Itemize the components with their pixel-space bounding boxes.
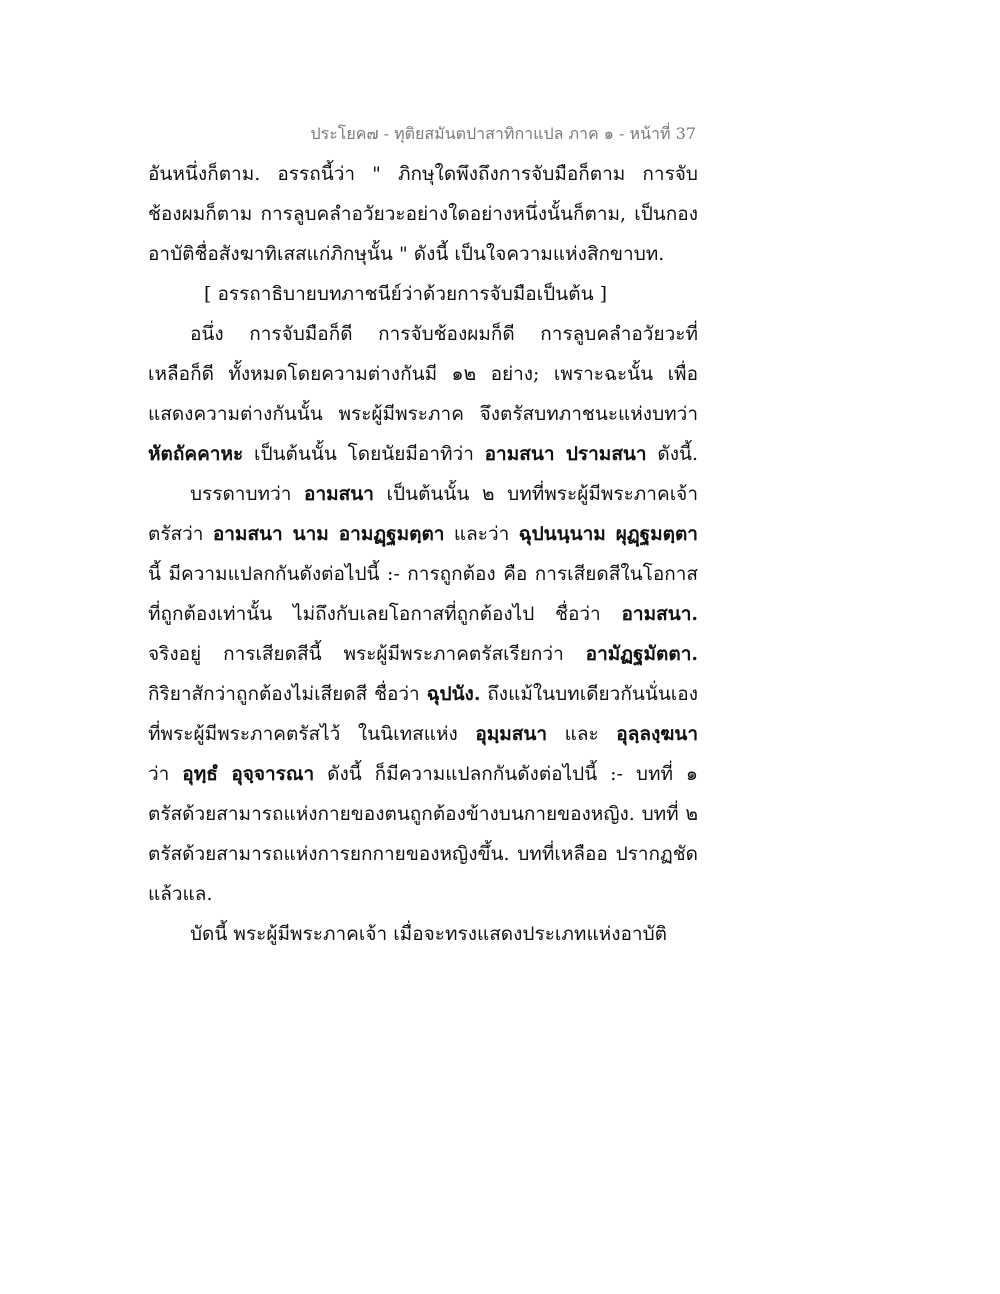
text-segment: นี้ มีความแปลกกันดังต่อไปนี้ :- การถูกต้อง คือ การเสียดสีในโอกาส	[148, 563, 698, 585]
running-header: ประโยค๗ - ทุติยสมันตปาสาทิกาแปล ภาค ๑ - หน้าที่ 37	[310, 124, 696, 143]
text-segment: แสดงความต่างกันนั้น พระผู้มีพระภาค จึงตรัสบทภาชนะแห่งบทว่า	[148, 403, 698, 425]
text-line	[148, 514, 698, 554]
text-line	[148, 194, 698, 234]
text-line	[148, 554, 698, 594]
text-segment: ดังนี้.	[646, 443, 699, 465]
text-segment: บรรดาบทว่า	[190, 483, 305, 505]
bold-term: อุทฺธํ อุจฺจารณา	[182, 763, 315, 785]
text-segment: ที่ถูกต้องเท่านั้น ไม่ถึงกับเลยโอกาสที่ถูกต้องไป ชื่อว่า	[148, 603, 622, 625]
text-line	[148, 394, 698, 434]
text-line	[148, 794, 698, 834]
bold-term: อามสนา ปรามสนา	[484, 443, 647, 465]
text-line	[148, 234, 698, 274]
text-segment: [ อรรถาธิบายบทภาชนีย์ว่าด้วยการจับมือเป็นต้น ]	[204, 283, 608, 305]
text-segment: อาบัติชื่อสังฆาทิเสสแก่ภิกษุนั้น " ดังนี้ เป็นใจความแห่งสิกขาบท.	[148, 243, 665, 265]
text-line	[148, 714, 698, 754]
bold-term: อามัฏฐมัตตา.	[585, 643, 698, 665]
bold-term: อุมฺมสนา	[475, 723, 548, 745]
text-line	[148, 874, 698, 914]
text-segment: บัดนี้ พระผู้มีพระภาคเจ้า เมื่อจะทรงแสดงประเภทแห่งอาบัติ	[190, 923, 667, 945]
text-line	[148, 674, 698, 714]
bold-term: ฉุปนัง.	[426, 683, 481, 705]
text-segment: เป็นต้นนั้น ๒ บทที่พระผู้มีพระภาคเจ้า	[373, 483, 698, 505]
text-segment: ตรัสด้วยสามารถแห่งกายของตนถูกต้องข้างบนกายของหญิง. บทที่ ๒	[148, 803, 698, 825]
bold-term: ฉุปนนฺนาม ผุฏฺฐมตฺตา	[518, 523, 698, 545]
text-segment: จริงอยู่ การเสียดสีนี้ พระผู้มีพระภาคตรัสเรียกว่า	[148, 643, 586, 665]
body-text	[148, 154, 698, 954]
text-line	[148, 434, 698, 474]
text-segment: ดังนี้ ก็มีความแปลกกันดังต่อไปนี้ :- บทที่ ๑	[314, 763, 698, 785]
text-segment: เหลือก็ดี ทั้งหมดโดยความต่างกันมี ๑๒ อย่าง; เพราะฉะนั้น เพื่อ	[148, 363, 698, 385]
text-line	[148, 754, 698, 794]
bold-term: อามสนา.	[621, 603, 698, 625]
text-segment: เป็นต้นนั้น โดยนัยมีอาทิว่า	[243, 443, 485, 465]
text-line	[148, 154, 698, 194]
bold-term: อามสนา	[304, 483, 374, 505]
bold-term: หัตถัคคาหะ	[148, 443, 244, 465]
text-segment: แล้วแล.	[148, 883, 213, 905]
text-line	[148, 314, 698, 354]
text-line	[148, 474, 698, 514]
bold-term: อุลฺลงฺฆนา	[616, 723, 698, 745]
text-segment: ที่พระผู้มีพระภาคตรัสไว้ ในนิเทสแห่ง	[148, 723, 476, 745]
bold-term: อามสนา นาม อามฏฺฐมตฺตา	[212, 523, 445, 545]
text-line	[148, 594, 698, 634]
text-segment: อันหนึ่งก็ตาม. อรรถนี้ว่า " ภิกษุใดพึงถึงการจับมือก็ตาม การจับ	[148, 163, 698, 185]
text-segment: ช้องผมก็ตาม การลูบคลำอวัยวะอย่างใดอย่างหนึ่งนั้นก็ตาม, เป็นกอง	[148, 203, 698, 225]
text-segment: อนึ่ง การจับมือก็ดี การจับช้องผมก็ดี การลูบคลำอวัยวะที่	[190, 323, 698, 345]
text-line	[148, 634, 698, 674]
text-segment: ตรัสด้วยสามารถแห่งการยกกายของหญิงขึ้น. บทที่เหลืออ ปรากฏชัด	[148, 843, 698, 865]
text-segment: กิริยาสักว่าถูกต้องไม่เสียดสี ชื่อว่า	[148, 683, 427, 705]
text-segment: และ	[547, 723, 617, 745]
text-segment: ตรัสว่า	[148, 523, 213, 545]
text-line	[148, 834, 698, 874]
text-segment: และว่า	[444, 523, 519, 545]
section-heading	[148, 274, 698, 314]
text-segment: ว่า	[148, 763, 183, 785]
text-segment: ถึงแม้ในบทเดียวกันนั่นเอง	[480, 683, 698, 705]
text-line	[148, 354, 698, 394]
text-line	[148, 914, 698, 954]
